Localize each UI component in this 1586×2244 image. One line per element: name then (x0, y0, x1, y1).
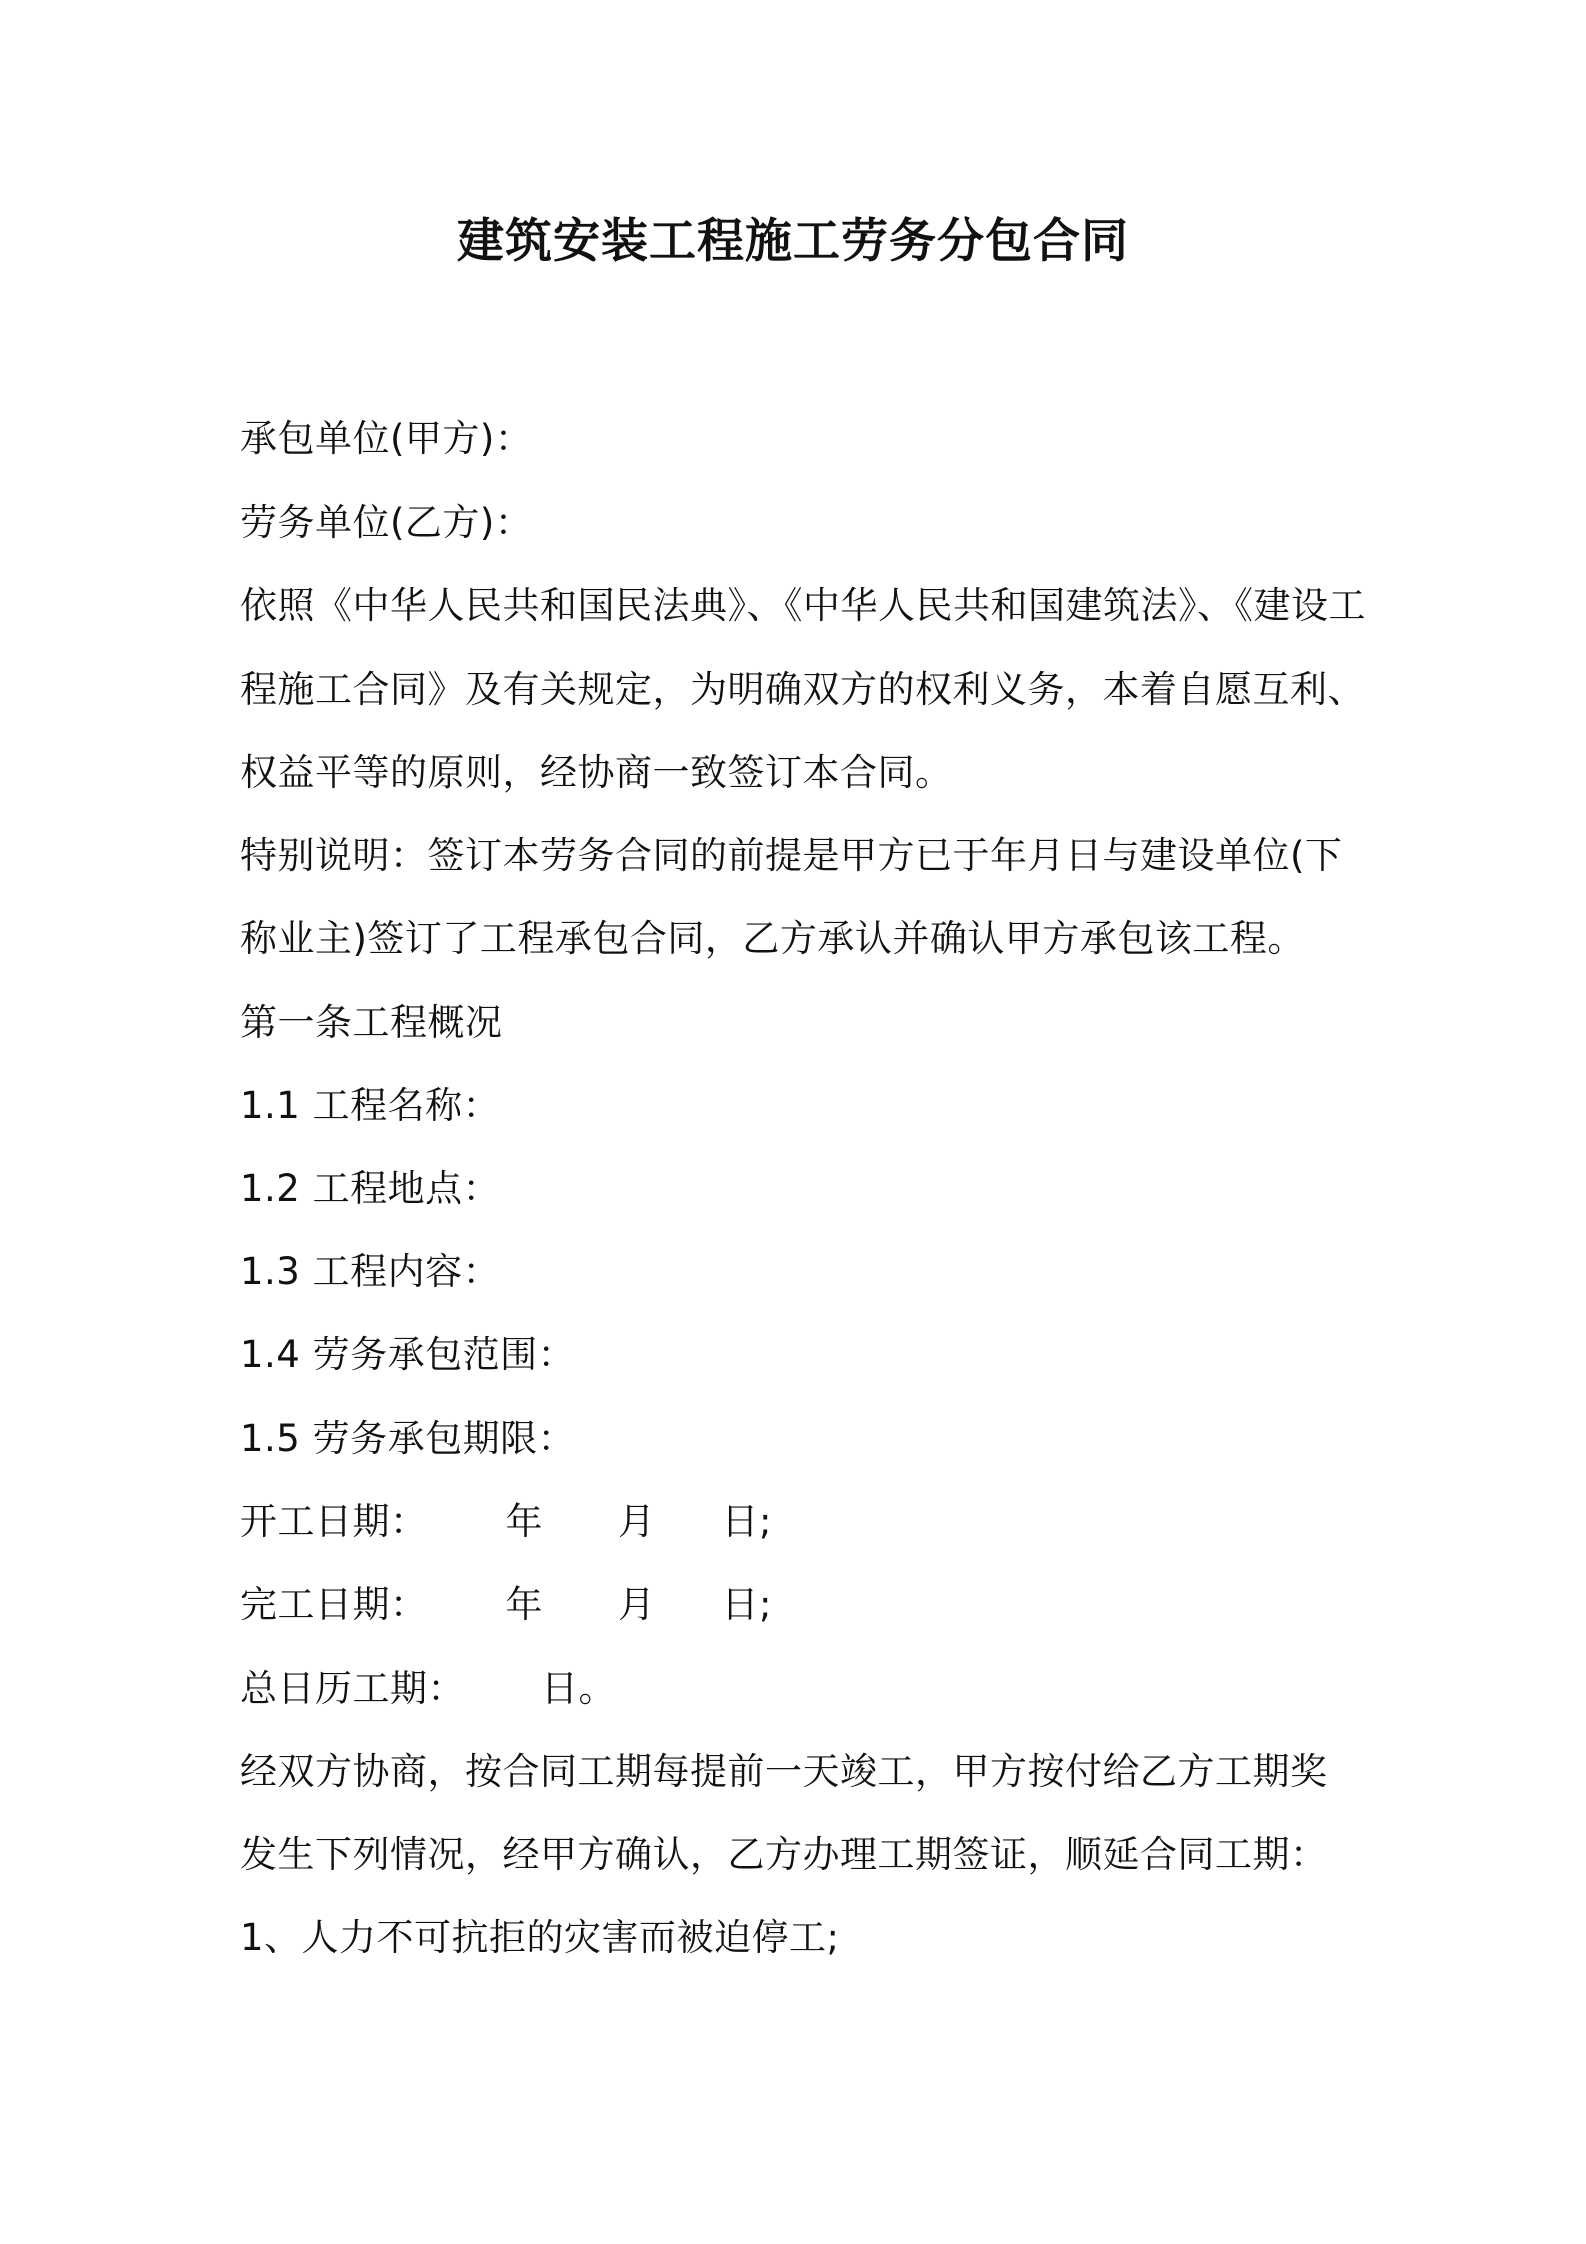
article-1-heading: 第一条工程概况 (240, 1001, 503, 1044)
end-date-label: 完工日期： (240, 1583, 428, 1626)
item-1-1: 1.1 工程名称： (240, 1084, 501, 1127)
extension-item-1: 1、人力不可抗拒的灾害而被迫停工; (240, 1916, 840, 1959)
special-note-line-2: 称业主)签订了工程承包合同，乙方承认并确认甲方承包该工程。 (240, 917, 1305, 960)
start-date-day: 日; (721, 1500, 772, 1543)
item-1-3: 1.3 工程内容： (240, 1250, 501, 1293)
party-a-label: 承包单位(甲方)： (240, 417, 533, 460)
preamble-line-1: 依照《中华人民共和国民法典》、《中华人民共和国建筑法》、《建设工 (240, 584, 1366, 627)
extension-clause: 发生下列情况，经甲方确认，乙方办理工期签证，顺延合同工期： (240, 1833, 1328, 1876)
start-date-line (240, 1497, 772, 1547)
item-1-4: 1.4 劳务承包范围： (240, 1333, 576, 1376)
start-date-year: 年 (505, 1500, 543, 1543)
start-date-month: 月 (618, 1500, 656, 1543)
end-date-month: 月 (618, 1583, 656, 1626)
special-note-line-1: 特别说明：签订本劳务合同的前提是甲方已于年月日与建设单位(下 (240, 834, 1343, 877)
preamble-line-2: 程施工合同》及有关规定，为明确双方的权利义务，本着自愿互利、 (240, 668, 1365, 711)
document-title: 建筑安装工程施工劳务分包合同 (457, 214, 1129, 269)
party-b-label: 劳务单位(乙方)： (240, 501, 533, 544)
total-days-day: 日。 (541, 1667, 616, 1710)
item-1-2: 1.2 工程地点： (240, 1167, 501, 1210)
end-date-line (240, 1580, 772, 1630)
total-days-label: 总日历工期： (240, 1667, 465, 1710)
bonus-clause: 经双方协商，按合同工期每提前一天竣工，甲方按付给乙方工期奖 (240, 1750, 1328, 1793)
start-date-label: 开工日期： (240, 1500, 428, 1543)
preamble-line-3: 权益平等的原则，经协商一致签订本合同。 (240, 751, 953, 794)
end-date-day: 日; (721, 1583, 772, 1626)
end-date-year: 年 (505, 1583, 543, 1626)
total-days-line (240, 1664, 616, 1714)
item-1-5: 1.5 劳务承包期限： (240, 1417, 576, 1460)
